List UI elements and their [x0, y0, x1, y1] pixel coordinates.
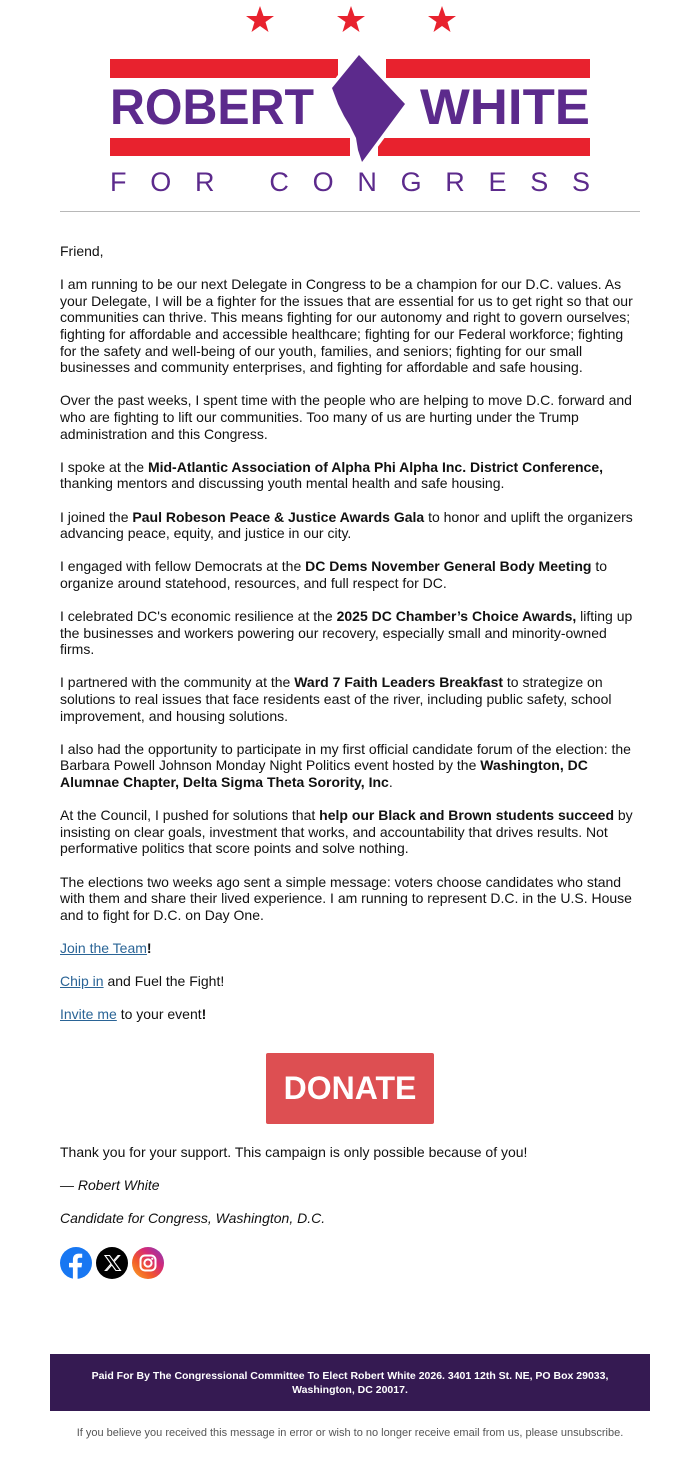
paid-for-text: Paid For By The Congressional Committee To Elect Robert White 2026. 3401 12th St. NE, PO Box 29033, Washington, DC 20017.	[91, 1369, 609, 1396]
paragraph-chamber-awards: I celebrated DC's economic resilience at the 2025 DC Chamber’s Choice Awards, lifting up the businesses and workers powering our recovery, especially small and minority-owned firms.	[60, 608, 633, 658]
join-team-link[interactable]: Join the Team	[60, 939, 147, 956]
header-divider	[60, 211, 640, 212]
paragraph-ward7-breakfast: I partnered with the community at the Ward 7 Faith Leaders Breakfast to strategize on solutions to real issues that face residents east of the river, including public safety, school improvement, and housing solutions.	[60, 674, 612, 724]
signature: — Robert White	[60, 1177, 160, 1194]
x-icon[interactable]	[96, 1247, 128, 1279]
campaign-logo	[110, 0, 590, 200]
robert-white-logo-graphic	[110, 0, 590, 200]
paragraph-candidate-forum: I also had the opportunity to participate in my first official candidate forum of the election: the Barbara Powell Johnson Monday Night Politics event hosted by the Washington, DC Alumnae Chapter, Delta Sigma Theta Sorority, Inc.	[60, 740, 631, 790]
paragraph-dc-dems: I engaged with fellow Democrats at the DC Dems November General Body Meeting to organize around statehood, resources, and full respect for DC.	[60, 558, 608, 591]
invite-me-link[interactable]: Invite me	[60, 1006, 117, 1023]
unsubscribe-notice[interactable]: If you believe you received this message in error or wish to no longer receive email from us, please unsubscribe.	[76, 1427, 624, 1439]
paragraph-council: At the Council, I pushed for solutions that help our Black and Brown students succeed by insisting on clear goals, investment that works, and accountability that drives results. Not performative politics that score points and solve nothing.	[60, 807, 633, 857]
closing	[60, 1144, 640, 1244]
svg-text:ROBERT: ROBERT	[110, 79, 314, 135]
donate-button[interactable]: DONATE	[266, 1053, 434, 1124]
cta-chip-in: Chip in and Fuel the Fight!	[60, 973, 225, 990]
donate-container	[266, 1053, 434, 1124]
cta-join-team: Join the Team!	[60, 939, 152, 956]
paragraph-past-weeks: Over the past weeks, I spent time with the people who are helping to move D.C. forward and who are fighting to lift our communities. Too many of us are hurting under the Trump administration and this Congress.	[60, 392, 632, 442]
paragraph-robeson-gala: I joined the Paul Robeson Peace & Justice Awards Gala to honor and uplift the organizers advancing peace, equity, and justice in our city.	[60, 508, 633, 542]
paragraph-alpha-phi-alpha: I spoke at the Mid-Atlantic Association of Alpha Phi Alpha Inc. District Conference, thanking mentors and discussing youth mental health and safe housing.	[60, 458, 604, 492]
chip-in-link[interactable]: Chip in	[60, 973, 104, 990]
social-links	[60, 1247, 164, 1279]
svg-text:WHITE: WHITE	[420, 79, 590, 135]
paragraph-elections: The elections two weeks ago sent a simple message: voters choose candidates who stand with them and share their lived experience. I am running to represent D.C. in the U.S. House and to fight for D.C. on Day One.	[60, 873, 632, 923]
greeting: Friend,	[60, 243, 104, 259]
star-icons	[246, 6, 456, 32]
candidate-title: Candidate for Congress, Washington, D.C.	[60, 1210, 326, 1227]
cta-invite-me: Invite me to your event!	[60, 1006, 207, 1023]
instagram-icon[interactable]	[132, 1247, 164, 1279]
paid-for-disclaimer	[50, 1354, 650, 1411]
facebook-icon[interactable]	[60, 1247, 92, 1279]
thank-you-text: Thank you for your support. This campaign is only possible because of you!	[60, 1144, 528, 1160]
email-body	[60, 243, 640, 1040]
paragraph-intro: I am running to be our next Delegate in Congress to be a champion for our D.C. values. As your Delegate, I will be a fighter for the issues that are essential for us to get right so that our communities can thrive. This means fighting for our autonomy and right to govern ourselves; fighting for affordable and accessible healthcare; fighting for our Federal workforce; fighting for the safety and well-being of our youth, families, and seniors; fighting for our small businesses and community enterprises, and fighting for affordable and safe housing.	[60, 276, 633, 376]
svg-text:F O R C O N G R E S S: F O R C O N G R E S S	[110, 167, 590, 197]
